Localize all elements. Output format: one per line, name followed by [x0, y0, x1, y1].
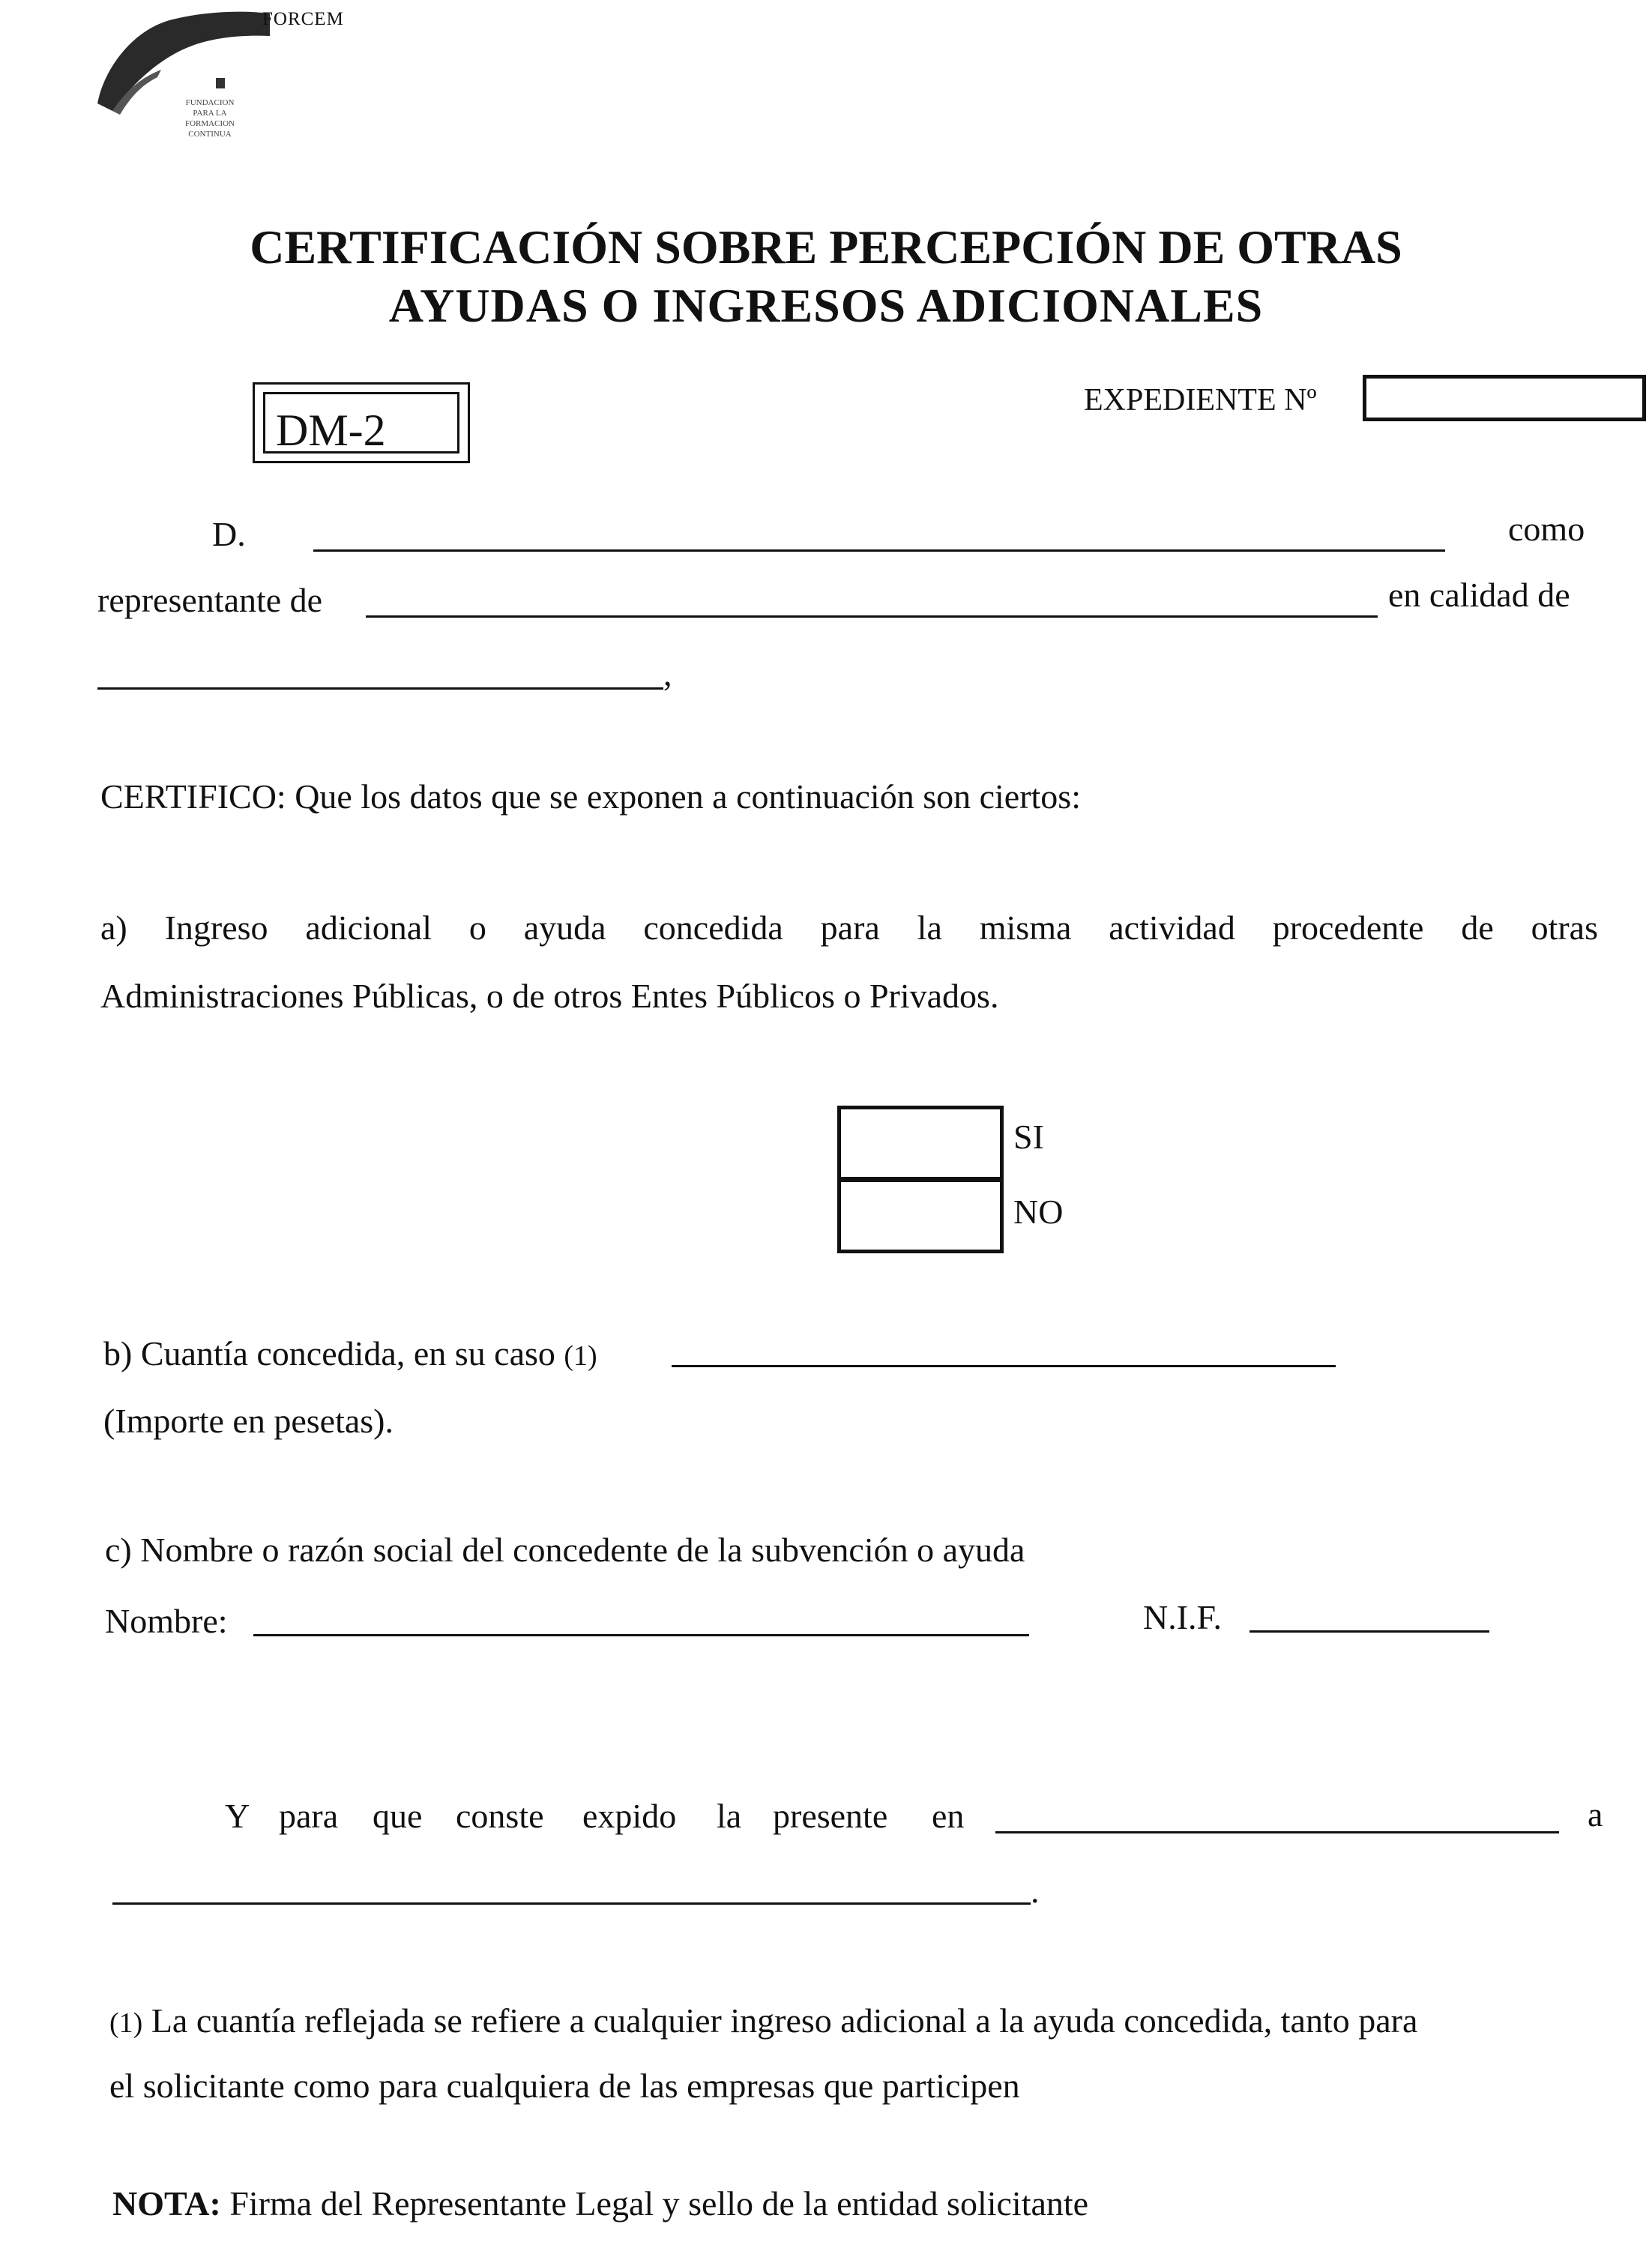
- expediente-label: EXPEDIENTE Nº: [1084, 383, 1317, 418]
- closing-word: en: [932, 1797, 965, 1835]
- checkbox-no[interactable]: [837, 1178, 1004, 1253]
- form-code-inner-frame: [263, 392, 459, 453]
- logo-line: FUNDACION: [185, 98, 235, 107]
- section-c-label: c) Nombre o razón social del concedente de la subvención o ayuda: [105, 1531, 1025, 1569]
- footnote-marker: (1): [109, 2007, 143, 2039]
- closing-period: .: [1031, 1872, 1040, 1910]
- form-code-box: [253, 382, 470, 463]
- nif-field[interactable]: [1249, 1630, 1489, 1633]
- document-title-line2: AYUDAS O INGRESOS ADICIONALES: [388, 279, 1264, 332]
- grantor-name-field[interactable]: [253, 1634, 1029, 1636]
- logo-line: CONTINUA: [188, 130, 232, 139]
- closing-word: que: [373, 1797, 423, 1835]
- closing-word: Y: [225, 1797, 250, 1835]
- logo-line: FORMACION: [184, 119, 235, 128]
- closing-word: expido: [582, 1797, 677, 1835]
- comma: ,: [663, 654, 672, 693]
- section-a-text-line1: a) Ingreso adicional o ayuda concedida para la misma actividad procedente de otras: [100, 908, 1598, 947]
- logo-line: PARA LA: [193, 109, 227, 118]
- nota-label: NOTA:: [112, 2184, 221, 2223]
- certifico-statement: CERTIFICO: Que los datos que se exponen a continuación son ciertos:: [100, 777, 1081, 816]
- como-label: como: [1508, 510, 1585, 548]
- footnote-line1: [109, 2001, 1418, 2040]
- section-b-label: [103, 1334, 597, 1372]
- date-field[interactable]: [112, 1902, 1031, 1905]
- expediente-field[interactable]: [1363, 375, 1646, 421]
- place-field[interactable]: [995, 1831, 1559, 1833]
- closing-word: presente: [773, 1797, 888, 1835]
- name-field[interactable]: [313, 549, 1445, 552]
- role-field[interactable]: [97, 687, 663, 690]
- calidad-label: en calidad de: [1388, 576, 1570, 614]
- closing-a: a: [1588, 1795, 1603, 1833]
- document-title-line1: CERTIFICACIÓN SOBRE PERCEPCIÓN DE OTRAS: [250, 220, 1402, 274]
- option-si-label: SI: [1013, 1118, 1044, 1156]
- entity-field[interactable]: [366, 615, 1378, 618]
- footnote-text: La cuantía reflejada se refiere a cualquier ingreso adicional a la ayuda concedida, tanto para: [151, 2001, 1418, 2040]
- checkbox-si[interactable]: [837, 1106, 1004, 1181]
- option-no-label: NO: [1013, 1193, 1064, 1231]
- amount-field[interactable]: [672, 1365, 1336, 1367]
- nombre-label: Nombre:: [105, 1602, 228, 1640]
- section-a-text-line2: Administraciones Públicas, o de otros Entes Públicos o Privados.: [100, 977, 999, 1015]
- section-b-subtext: (Importe en pesetas).: [103, 1402, 394, 1440]
- nota-text: Firma del Representante Legal y sello de la entidad solicitante: [229, 2184, 1089, 2223]
- brand-name: FORCEM: [262, 9, 344, 29]
- closing-word: la: [717, 1797, 742, 1835]
- d-label: D.: [212, 515, 246, 553]
- representante-label: representante de: [97, 581, 323, 619]
- form-code: DM-2: [276, 406, 386, 455]
- nif-label: N.I.F.: [1143, 1598, 1222, 1636]
- footnote-line2: el solicitante como para cualquiera de las empresas que participen: [109, 2067, 1020, 2105]
- section-b-text: b) Cuantía concedida, en su caso: [103, 1334, 555, 1372]
- nota: [112, 2184, 1089, 2223]
- closing-word: para: [279, 1797, 339, 1835]
- logo-subtext: [172, 97, 247, 139]
- closing-word: conste: [456, 1797, 544, 1835]
- footnote-ref: (1): [564, 1340, 597, 1372]
